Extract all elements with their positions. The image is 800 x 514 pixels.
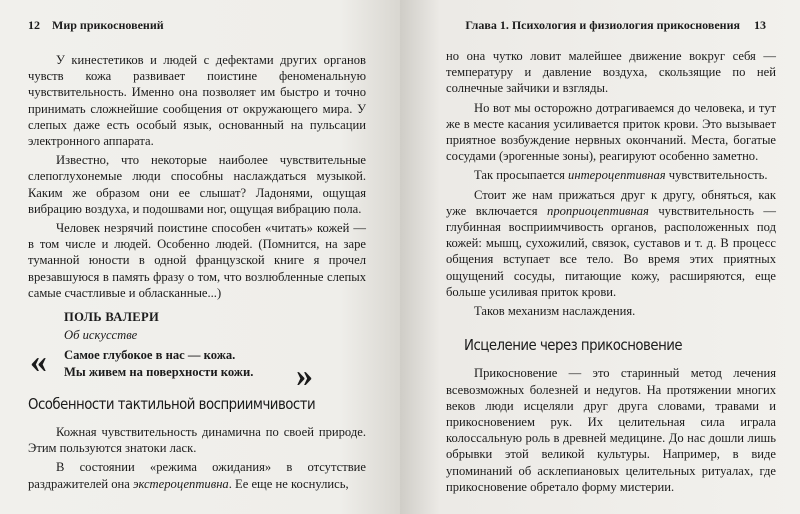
section-title: Особенности тактильной восприимчивости bbox=[28, 394, 316, 413]
text-run: Так просыпается bbox=[474, 168, 569, 183]
paragraph: У кинестетиков и людей с дефектами других органов чувств кожа развивает поистине феноменальную чувствительность. Именно она позволяет им быстро и точно принимать сложнейшие сообщения от окружающего мира. У слепых даже есть особый язык, основанный на пульсации электронного аппарата. bbox=[28, 53, 366, 149]
italic-term: интероцептивная bbox=[568, 168, 666, 183]
left-page-header bbox=[28, 18, 164, 33]
paragraph: Прикосновение — это старинный метод лечения всевозможных болезней и недугов. На протяжении многих веков люди исцеляли друг друга словами, травами и прикосновением рук. Их целительная сила играла колоссальную роль в древней медицине. До нас дошли лишь обрывки этой великой культуры. Например, в виде упоминаний об асклепиановых целительных ритуалах, где прикосновение обретало форму мистерии. bbox=[446, 366, 776, 494]
italic-term: экстероцептивна bbox=[133, 476, 229, 491]
italic-term: проприоцептивная bbox=[547, 203, 649, 218]
left-page-body bbox=[28, 52, 366, 492]
text-run: Стоит же нам прижаться друг к другу, обняться, как уже включается bbox=[446, 187, 776, 218]
paragraph: Таков механизм наслаждения. bbox=[474, 304, 636, 319]
paragraph: но она чутко ловит малейшее движение вокруг себя — температуру и давление воздуха, скользящие по ней солнечные зайчики и взгляды. bbox=[446, 49, 776, 96]
paragraph: Человек незрячий поистине способен «читать» кожей — в том числе и людей. Особенно людей. (Помнится, на заре туманной юности в одной французской книге я прочел врезавшуюся в память фразу о том, что возлюбленные слепых самые счастливые и обласканные...) bbox=[28, 221, 366, 300]
right-running-head: Глава 1. Психология и физиология прикосновения bbox=[465, 18, 740, 32]
paragraph bbox=[446, 167, 776, 183]
left-running-head: Мир прикосновений bbox=[52, 18, 164, 32]
paragraph: Но вот мы осторожно дотрагиваемся до человека, и тут же в месте касания усиливается приток крови. Это вызывает приятное возбуждение нервных окончаний. Места, богатые сосудами (эрогенные зоны), реагируют особенно заметно. bbox=[446, 100, 776, 164]
epigraph-quote bbox=[28, 343, 366, 395]
section-title: Исцеление через прикосновение bbox=[464, 336, 683, 355]
quote-line: Мы живем на поверхности кожи. bbox=[64, 364, 254, 379]
left-page-number: 12 bbox=[28, 18, 40, 32]
epigraph-work: Об искусстве bbox=[64, 328, 138, 343]
epigraph bbox=[28, 309, 366, 395]
paragraph: Известно, что некоторые наиболее чувствительные слепоглухонемые люди способны наслаждаться музыкой. Каким же образом они ее слышат? Ладонями, ощущая вибрацию воздуха, и подошвами ног, ощущая вибрацию пола. bbox=[28, 153, 366, 216]
open-quote-mark: « bbox=[30, 343, 47, 381]
text-run: чувствительность — глубинная восприимчивость органов, расположенных под кожей: мышц, сухожилий, связок, суставов и т. д. В процесс общения вступает все тело. Во время этих приятных ощущений сосуды, питающие кожу, расширяются, еще больше усиливая приток крови. bbox=[446, 203, 776, 299]
right-page bbox=[400, 0, 800, 514]
right-page-number: 13 bbox=[754, 18, 766, 32]
epigraph-author: ПОЛЬ ВАЛЕРИ bbox=[64, 310, 160, 325]
right-page-header bbox=[465, 18, 766, 33]
paragraph bbox=[28, 459, 366, 491]
close-quote-mark: » bbox=[296, 357, 313, 395]
right-page-body bbox=[446, 48, 776, 495]
paragraph bbox=[446, 187, 776, 300]
text-run: . Ее еще не коснулись, bbox=[228, 476, 349, 491]
text-run: В состоянии «режима ожидания» в отсутствие раздражителей она bbox=[28, 460, 366, 491]
quote-line: Самое глубокое в нас — кожа. bbox=[64, 348, 236, 363]
text-run: чувствительность. bbox=[665, 168, 768, 183]
paragraph: Кожная чувствительность динамична по своей природе. Этим пользуются знатоки ласк. bbox=[28, 425, 366, 456]
